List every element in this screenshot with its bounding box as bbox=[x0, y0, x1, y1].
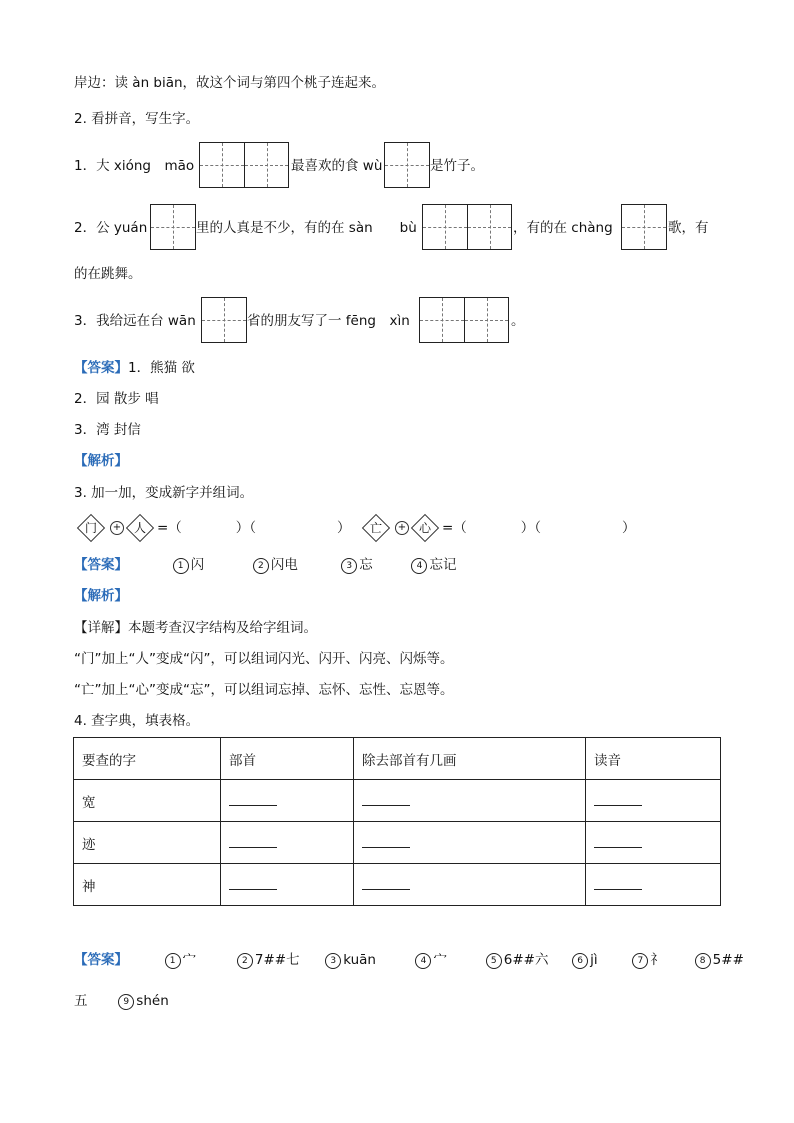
q4-answer-item: 9 shén bbox=[118, 993, 168, 1009]
q3-answer-line bbox=[74, 555, 456, 575]
q2-title: 2. 看拼音，写生字。 bbox=[74, 111, 200, 127]
q4-answer-item: 6 jì bbox=[572, 950, 628, 970]
q2-s1-c: 是竹子。 bbox=[430, 158, 484, 174]
q2-s1-a: 1．大 xióng māo bbox=[74, 158, 195, 174]
q4-answer-line-2 bbox=[74, 991, 169, 1011]
q3-eq-1: =（ ）（ ） bbox=[157, 520, 351, 536]
diamond-ren: 人 bbox=[126, 514, 154, 542]
q2-s2-d: 歌，有 bbox=[668, 220, 709, 236]
q3-answer-item: 2 闪电 bbox=[253, 555, 337, 575]
q2-s2-c: ，有的在 chàng bbox=[513, 220, 613, 236]
blank-field[interactable] bbox=[354, 864, 586, 906]
q3-eq-2: =（ ）（ ） bbox=[442, 520, 636, 536]
answer-tag: 【答案】 bbox=[74, 952, 128, 968]
answer-tag: 【答案】 bbox=[74, 557, 128, 573]
table-cell-char: 神 bbox=[74, 864, 221, 906]
q2-s1-grid-2[interactable] bbox=[384, 142, 430, 188]
table-header: 要查的字 bbox=[74, 738, 221, 780]
q2-answer-line-1 bbox=[74, 358, 195, 378]
q4-answer-line bbox=[74, 950, 744, 970]
q2-answer-3: 3．湾 封信 bbox=[74, 422, 141, 438]
q3-explain-1: “门”加上“人”变成“闪”，可以组词闪光、闪开、闪亮、闪烁等。 bbox=[74, 651, 454, 667]
q2-analysis-tag: 【解析】 bbox=[74, 453, 128, 469]
q4-title: 4. 查字典，填表格。 bbox=[74, 713, 200, 729]
plus-icon: + bbox=[110, 521, 124, 535]
q3-answer-item: 4 忘记 bbox=[411, 555, 456, 575]
q2-s1-grid-1[interactable] bbox=[199, 142, 289, 188]
dictionary-table bbox=[73, 737, 721, 906]
blank-field[interactable] bbox=[354, 780, 586, 822]
q2-answer-2: 2．园 散步 唱 bbox=[74, 391, 159, 407]
q2-s2-grid-3[interactable] bbox=[621, 204, 667, 250]
blank-field[interactable] bbox=[586, 864, 721, 906]
q3-title: 3. 加一加，变成新字并组词。 bbox=[74, 485, 254, 501]
q2-s3-c: 。 bbox=[511, 313, 525, 329]
q4-answer-item: 3 kuān bbox=[325, 950, 411, 970]
table-cell-char: 宽 bbox=[74, 780, 221, 822]
diamond-wang: 亡 bbox=[362, 514, 390, 542]
blank-field[interactable] bbox=[221, 822, 354, 864]
blank-field[interactable] bbox=[221, 864, 354, 906]
q2-s3-b: 省的朋友写了一 fēng xìn bbox=[247, 313, 410, 329]
q4-answer-item: 1 宀 bbox=[165, 950, 233, 970]
blank-field[interactable] bbox=[586, 780, 721, 822]
table-header: 读音 bbox=[586, 738, 721, 780]
q4-answer-item: 4 宀 bbox=[415, 950, 481, 970]
q4-answer-item: 7 礻 bbox=[632, 950, 690, 970]
table-row bbox=[74, 780, 721, 822]
q4-answer-item: 5 6##六 bbox=[486, 950, 568, 970]
table-header-row bbox=[74, 738, 721, 780]
q4-answer-item: 2 7##七 bbox=[237, 950, 321, 970]
q2-s2-grid-2[interactable] bbox=[422, 204, 512, 250]
q2-s2-grid-1[interactable] bbox=[150, 204, 196, 250]
table-cell-char: 迹 bbox=[74, 822, 221, 864]
diamond-men: 门 bbox=[77, 514, 105, 542]
q2-s3-grid-2[interactable] bbox=[419, 297, 509, 343]
diamond-xin: 心 bbox=[411, 514, 439, 542]
q3-answer-item: 1 闪 bbox=[173, 555, 249, 575]
q2-s3-a: 3．我给远在台 wān bbox=[74, 313, 196, 329]
blank-field[interactable] bbox=[586, 822, 721, 864]
blank-field[interactable] bbox=[221, 780, 354, 822]
q3-detail: 【详解】本题考查汉字结构及给字组词。 bbox=[74, 620, 317, 636]
q2-s2-a: 2．公 yuán bbox=[74, 220, 148, 236]
table-row bbox=[74, 822, 721, 864]
q3-explain-2: “亡”加上“心”变成“忘”，可以组词忘掉、忘怀、忘性、忘恩等。 bbox=[74, 682, 454, 698]
q2-answer-1: 1．熊猫 欲 bbox=[128, 360, 195, 376]
q3-analysis-tag: 【解析】 bbox=[74, 588, 128, 604]
table-header: 部首 bbox=[221, 738, 354, 780]
plus-icon: + bbox=[395, 521, 409, 535]
q3-answer-item: 3 忘 bbox=[341, 555, 407, 575]
q2-s2-b: 里的人真是不少，有的在 sàn bù bbox=[196, 220, 417, 236]
q2-s3-grid-1[interactable] bbox=[201, 297, 247, 343]
q2-s1-b: 最喜欢的食 wù bbox=[291, 158, 383, 174]
q4-answer-item: 8 5## bbox=[695, 950, 744, 970]
intro-line: 岸边：读 àn biān，故这个词与第四个桃子连起来。 bbox=[74, 75, 386, 91]
table-header: 除去部首有几画 bbox=[354, 738, 586, 780]
table-row bbox=[74, 864, 721, 906]
answer-tag: 【答案】 bbox=[74, 360, 128, 376]
blank-field[interactable] bbox=[354, 822, 586, 864]
q4-answer-wrap: 五 bbox=[74, 993, 88, 1009]
q2-s2-e: 的在跳舞。 bbox=[74, 266, 142, 282]
